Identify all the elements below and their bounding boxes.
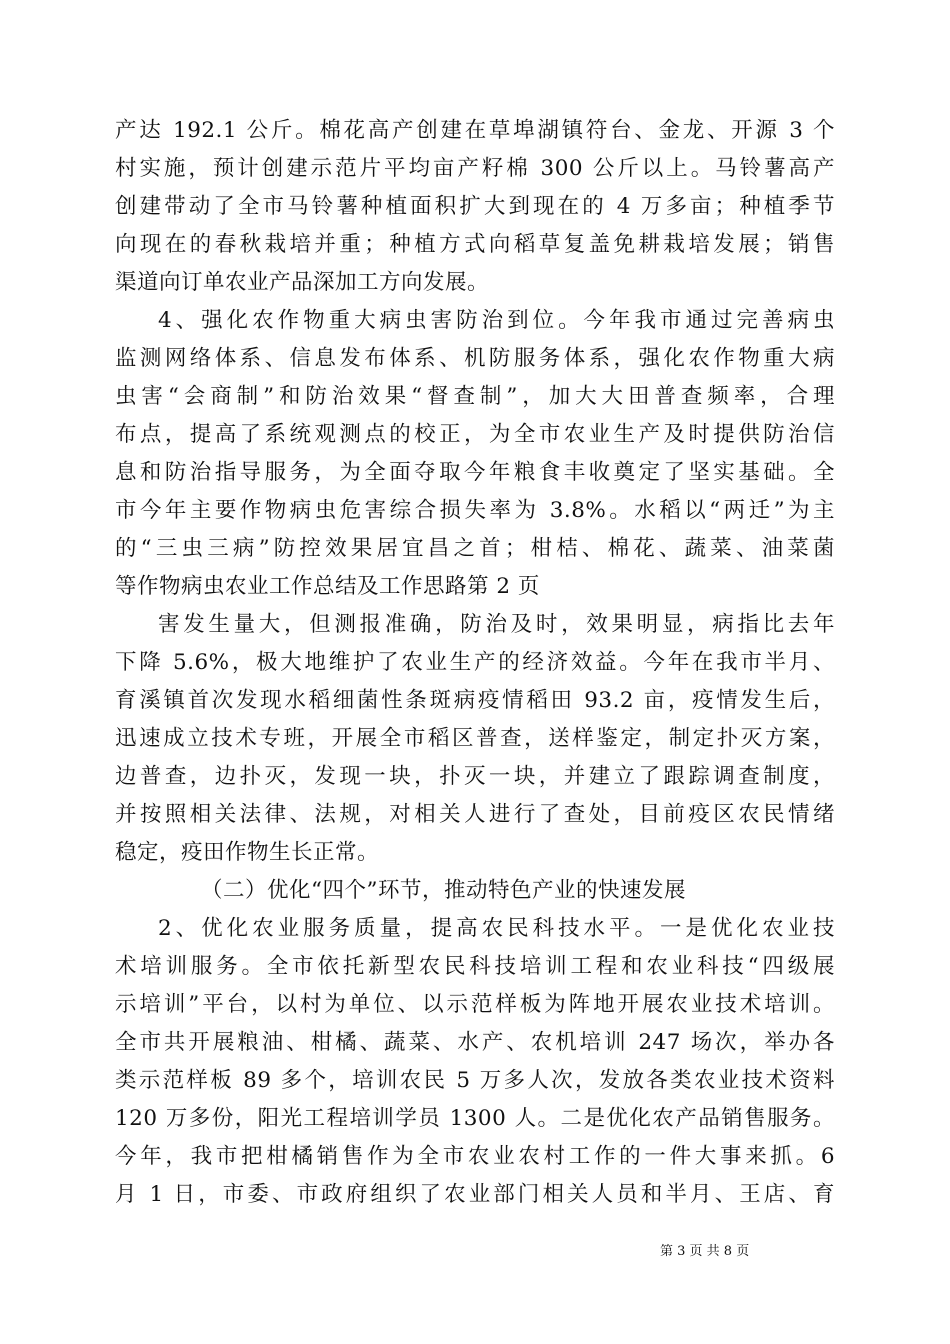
text-line: 今年，我市把柑橘销售作为全市农业农村工作的一件大事来抓。6	[115, 1144, 835, 1169]
text-line: 示培训”平台，以村为单位、以示范样板为阵地开展农业技术培训。	[115, 992, 835, 1017]
text-line: 的“三虫三病”防控效果居宜昌之首；柑桔、棉花、蔬菜、油菜菌	[115, 536, 835, 561]
text-line: 120 万多份，阳光工程培训学员 1300 人。二是优化农产品销售服务。	[115, 1106, 835, 1131]
text-line: 市今年主要作物病虫危害综合损失率为 3.8%。水稻以“两迁”为主	[115, 498, 835, 523]
text-line: 边普查，边扑灭，发现一块，扑灭一块，并建立了跟踪调查制度，	[115, 764, 835, 789]
text-line: 渠道向订单农业产品深加工方向发展。	[115, 270, 490, 295]
paragraph-start-line: 4、强化农作物重大病虫害防治到位。今年我市通过完善病虫	[158, 308, 835, 333]
text-line: 育溪镇首次发现水稻细菌性条斑病疫情稻田 93.2 亩，疫情发生后，	[115, 688, 835, 713]
paragraph-start-line: 害发生量大，但测报准确，防治及时，效果明显，病指比去年	[158, 612, 835, 637]
text-line: 全市共开展粮油、柑橘、蔬菜、水产、农机培训 247 场次，举办各	[115, 1030, 835, 1055]
text-line: 月 1 日，市委、市政府组织了农业部门相关人员和半月、王店、育	[115, 1182, 835, 1207]
text-line: 术培训服务。全市依托新型农民科技培训工程和农业科技“四级展	[115, 954, 835, 979]
paragraph-start-line: 2、优化农业服务质量，提高农民科技水平。一是优化农业技	[158, 916, 835, 941]
text-line: 向现在的春秋栽培并重；种植方式向稻草复盖免耕栽培发展；销售	[115, 232, 835, 257]
text-line: 下降 5.6%，极大地维护了农业生产的经济效益。今年在我市半月、	[115, 650, 835, 675]
text-line: 息和防治指导服务，为全面夺取今年粮食丰收奠定了坚实基础。全	[115, 460, 835, 485]
text-line: 并按照相关法律、法规，对相关人进行了查处，目前疫区农民情绪	[115, 802, 835, 827]
text-line: 虫害“会商制”和防治效果“督查制”，加大大田普查频率，合理	[115, 384, 835, 409]
text-line: 布点，提高了系统观测点的校正，为全市农业生产及时提供防治信	[115, 422, 835, 447]
text-line: 稳定，疫田作物生长正常。	[115, 840, 380, 865]
text-line: 等作物病虫农业工作总结及工作思路第 2 页	[115, 574, 540, 599]
text-line: 村实施，预计创建示范片平均亩产籽棉 300 公斤以上。马铃薯高产	[115, 156, 835, 181]
page-number-footer: 第 3 页 共 8 页	[660, 1244, 750, 1259]
section-heading: （二）优化“四个”环节，推动特色产业的快速发展	[201, 878, 686, 903]
text-line: 类示范样板 89 多个，培训农民 5 万多人次，发放各类农业技术资料	[115, 1068, 835, 1093]
text-line: 监测网络体系、信息发布体系、机防服务体系，强化农作物重大病	[115, 346, 835, 371]
text-line: 产达 192.1 公斤。棉花高产创建在草埠湖镇符台、金龙、开源 3 个	[115, 118, 835, 143]
text-line: 创建带动了全市马铃薯种植面积扩大到现在的 4 万多亩；种植季节	[115, 194, 835, 219]
text-line: 迅速成立技术专班，开展全市稻区普查，送样鉴定，制定扑灭方案，	[115, 726, 835, 751]
